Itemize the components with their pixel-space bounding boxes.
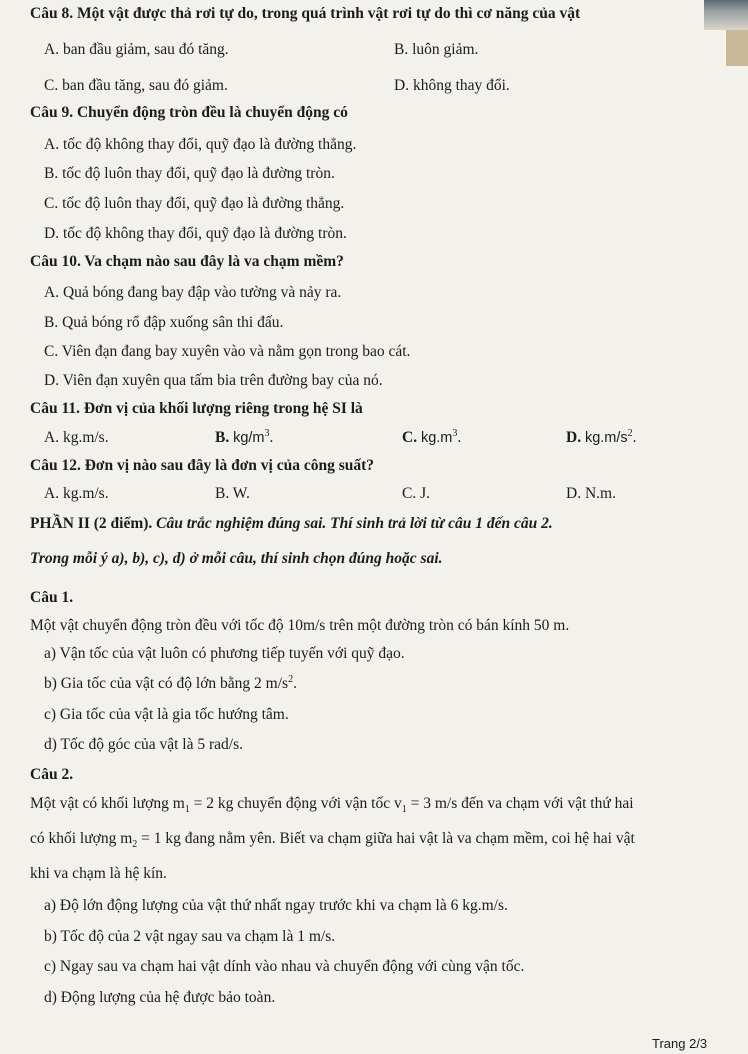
c1-statement-b: b) Gia tốc của vật có độ lớn bằng 2 $m/s^2$. — [44, 673, 297, 692]
q12-option-c: C. J. — [402, 485, 430, 502]
q9-option-c: C. tốc độ luôn thay đổi, quỹ đạo là đường thẳng. — [44, 195, 345, 212]
q8-option-d: D. không thay đổi. — [394, 77, 510, 94]
c2-statement-c: c) Ngay sau va chạm hai vật dính vào nhau và chuyển động với cùng vận tốc. — [44, 958, 525, 975]
c2-statement-b: b) Tốc độ của 2 vật ngay sau va chạm là 1 m/s. — [44, 928, 336, 945]
q10-option-a: A. Quả bóng đang bay đập vào tường và nảy ra. — [44, 284, 342, 301]
q11-option-d: D. $kg.m/s^2$. — [566, 427, 637, 446]
c2-stem-line3: khi va chạm là hệ kín. — [30, 865, 167, 882]
q9-option-b: B. tốc độ luôn thay đổi, quỹ đạo là đường tròn. — [44, 165, 335, 182]
c1-statement-d: d) Tốc độ góc của vật là 5 rad/s. — [44, 736, 243, 753]
c1-title: Câu 1. — [30, 589, 74, 606]
q9-option-a: A. tốc độ không thay đổi, quỹ đạo là đường thẳng. — [44, 136, 357, 153]
q11-option-b: B. $kg/m^3$. — [215, 427, 274, 446]
q10-option-c: C. Viên đạn đang bay xuyên vào và nằm gọn trong bao cát. — [44, 343, 411, 360]
c2-statement-a: a) Độ lớn động lượng của vật thứ nhất ngay trước khi va chạm là 6 kg.m/s. — [44, 897, 508, 914]
page-number: Trang 2/3 — [652, 1036, 708, 1051]
c2-statement-d: d) Động lượng của hệ được bảo toàn. — [44, 989, 276, 1006]
c2-stem-line2: có khối lượng $m_2 = 1$ kg đang nằm yên. Biết va chạm giữa hai vật là va chạm mềm, coi hệ hai vật — [30, 830, 635, 851]
q12-option-b: B. W. — [215, 485, 250, 502]
q11-stem: Câu 11. Đơn vị của khối lượng riêng trong hệ SI là — [30, 400, 363, 417]
q10-option-d: D. Viên đạn xuyên qua tấm bia trên đường bay của nó. — [44, 372, 383, 389]
c2-stem-line1: Một vật có khối lượng $m_1 = 2$ kg chuyển động với vận tốc $v_1 = 3$ m/s đến va chạm với vật thứ hai — [30, 795, 634, 816]
c2-title: Câu 2. — [30, 766, 74, 783]
q10-option-b: B. Quả bóng rổ đập xuống sân thi đấu. — [44, 314, 284, 331]
page-corner-edge — [726, 30, 748, 66]
q8-option-b: B. luôn giảm. — [394, 41, 479, 58]
q12-stem: Câu 12. Đơn vị nào sau đây là đơn vị của công suất? — [30, 457, 375, 474]
q9-option-d: D. tốc độ không thay đổi, quỹ đạo là đường tròn. — [44, 225, 347, 242]
part2-heading: PHẦN II (2 điểm). Câu trắc nghiệm đúng sai. Thí sinh trả lời từ câu 1 đến câu 2. — [30, 515, 553, 532]
q11-option-c: C. $kg.m^3$. — [402, 427, 462, 446]
q9-stem: Câu 9. Chuyển động tròn đều là chuyển động có — [30, 104, 348, 121]
q12-option-a: A. kg.m/s. — [44, 485, 109, 502]
q11-option-a: A. kg.m/s. — [44, 429, 109, 446]
q8-option-c: C. ban đầu tăng, sau đó giảm. — [44, 77, 228, 94]
q10-stem: Câu 10. Va chạm nào sau đây là va chạm mềm? — [30, 253, 344, 270]
c1-statement-a: a) Vận tốc của vật luôn có phương tiếp tuyến với quỹ đạo. — [44, 645, 405, 662]
c1-statement-c: c) Gia tốc của vật là gia tốc hướng tâm. — [44, 706, 289, 723]
part2-instruction: Trong mỗi ý a), b), c), d) ở mỗi câu, thí sinh chọn đúng hoặc sai. — [30, 550, 443, 567]
q12-option-d: D. N.m. — [566, 485, 616, 502]
q8-stem: Câu 8. Một vật được thả rơi tự do, trong quá trình vật rơi tự do thì cơ năng của vật — [30, 5, 581, 22]
page-corner-shadow — [704, 0, 748, 30]
c1-stem: Một vật chuyển động tròn đều với tốc độ 10m/s trên một đường tròn có bán kính 50 m. — [30, 617, 570, 634]
q8-option-a: A. ban đầu giảm, sau đó tăng. — [44, 41, 229, 58]
